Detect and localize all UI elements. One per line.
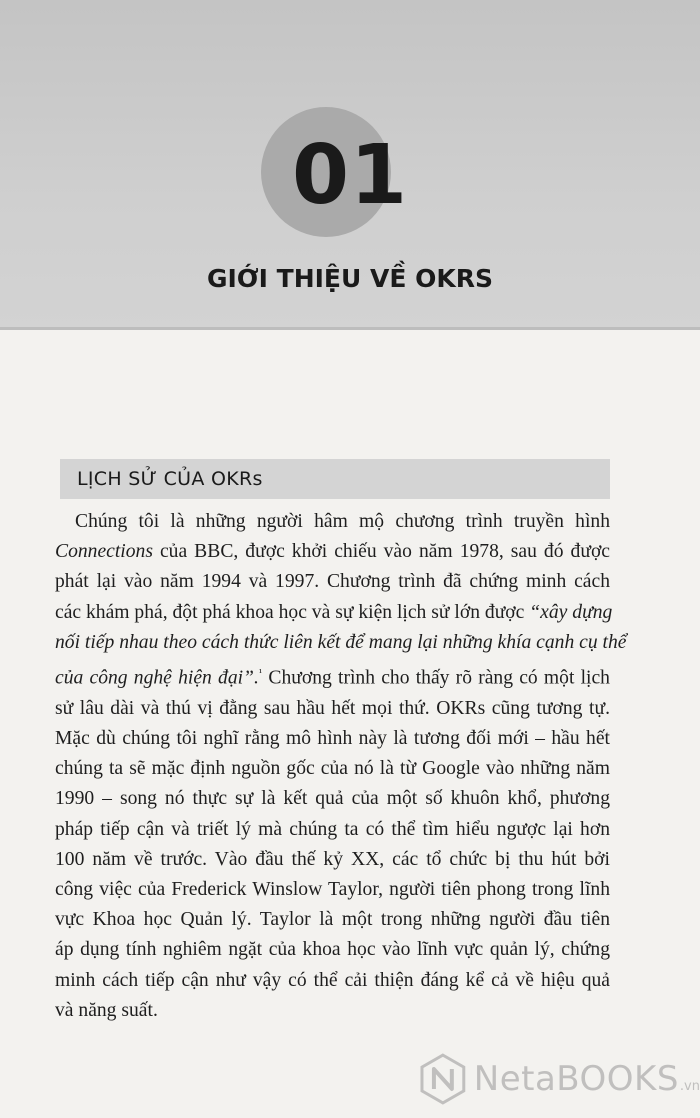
body-line (55, 754, 610, 784)
italic-text: của công nghệ hiện đại”. (55, 667, 259, 689)
netabooks-logo-icon (418, 1052, 468, 1106)
text-run: Chương trình cho thấy rõ ràng có một lịch (262, 667, 610, 689)
text-run: áp dụng tính nghiêm ngặt của khoa học vào lĩnh vực quản lý, chứng (55, 939, 610, 961)
body-line (55, 966, 610, 996)
text-run: phát lại vào năm 1994 và 1997. Chương trình đã chứng minh cách (55, 571, 610, 593)
text-run: pháp tiếp cận và triết lý mà chúng ta có thể tìm hiểu ngược lại hơn (55, 818, 610, 840)
body-line (55, 784, 610, 814)
footnote-marker: ¹ (258, 667, 263, 680)
chapter-title: GIỚI THIỆU VỀ OKRS (206, 264, 494, 293)
body-line (55, 507, 610, 537)
italic-text: nối tiếp nhau theo cách thức liên kết để mang lại những khía cạnh cụ thể (55, 631, 627, 653)
body-line (55, 935, 610, 965)
body-line (55, 658, 610, 694)
body-line (55, 598, 613, 628)
section-heading: LỊCH SỬ CỦA OKRs (77, 468, 263, 490)
body-line (55, 567, 610, 597)
chapter-number: 01 (291, 128, 409, 223)
body-line (55, 628, 627, 658)
body-line (55, 724, 610, 754)
body-line (55, 875, 610, 905)
text-run: 100 năm về trước. Vào đầu thế kỷ XX, các tổ chức bị thu hút bởi (55, 848, 610, 870)
body-line (55, 905, 610, 935)
body-line (55, 537, 610, 567)
text-run: chúng ta sẽ mặc định nguồn gốc của nó là từ Google vào những năm (55, 758, 610, 780)
text-run: Chúng tôi là những người hâm mộ chương trình truyền hình (75, 511, 610, 532)
text-run: sử lâu dài và thú vị đằng sau hầu hết mọi thứ. OKRs cũng tương tự. (55, 697, 610, 719)
italic-text: “xây dựng (529, 601, 613, 623)
body-line (55, 845, 610, 875)
text-run: công việc của Frederick Winslow Taylor, người tiên phong trong lĩnh (55, 878, 610, 900)
watermark (418, 1052, 700, 1106)
text-run: minh cách tiếp cận như vậy có thể cải thiện đáng kể cả về hiệu quả (55, 969, 610, 991)
text-run: và năng suất. (55, 999, 158, 1021)
text-run: Mặc dù chúng tôi nghĩ rằng mô hình này là tương đối mới – hầu hết (55, 727, 610, 749)
text-run: các khám phá, đột phá khoa học và sự kiện lịch sử lớn được (55, 601, 530, 623)
watermark-brand: NetaBOOKS (473, 1059, 679, 1099)
text-run: của BBC, được khởi chiếu vào năm 1978, sau đó được (152, 541, 610, 563)
body-line (55, 996, 610, 1026)
watermark-suffix: .vn (679, 1078, 700, 1094)
text-run: 1990 – song nó thực sự là kết quả của một số khuôn khổ, phương (55, 788, 610, 810)
body-paragraph (55, 507, 627, 1026)
body-line (55, 815, 610, 845)
body-line (55, 694, 610, 724)
text-run: vực Khoa học Quản lý. Taylor là một trong những người đầu tiên (55, 909, 610, 931)
italic-text: Connections (55, 541, 153, 563)
